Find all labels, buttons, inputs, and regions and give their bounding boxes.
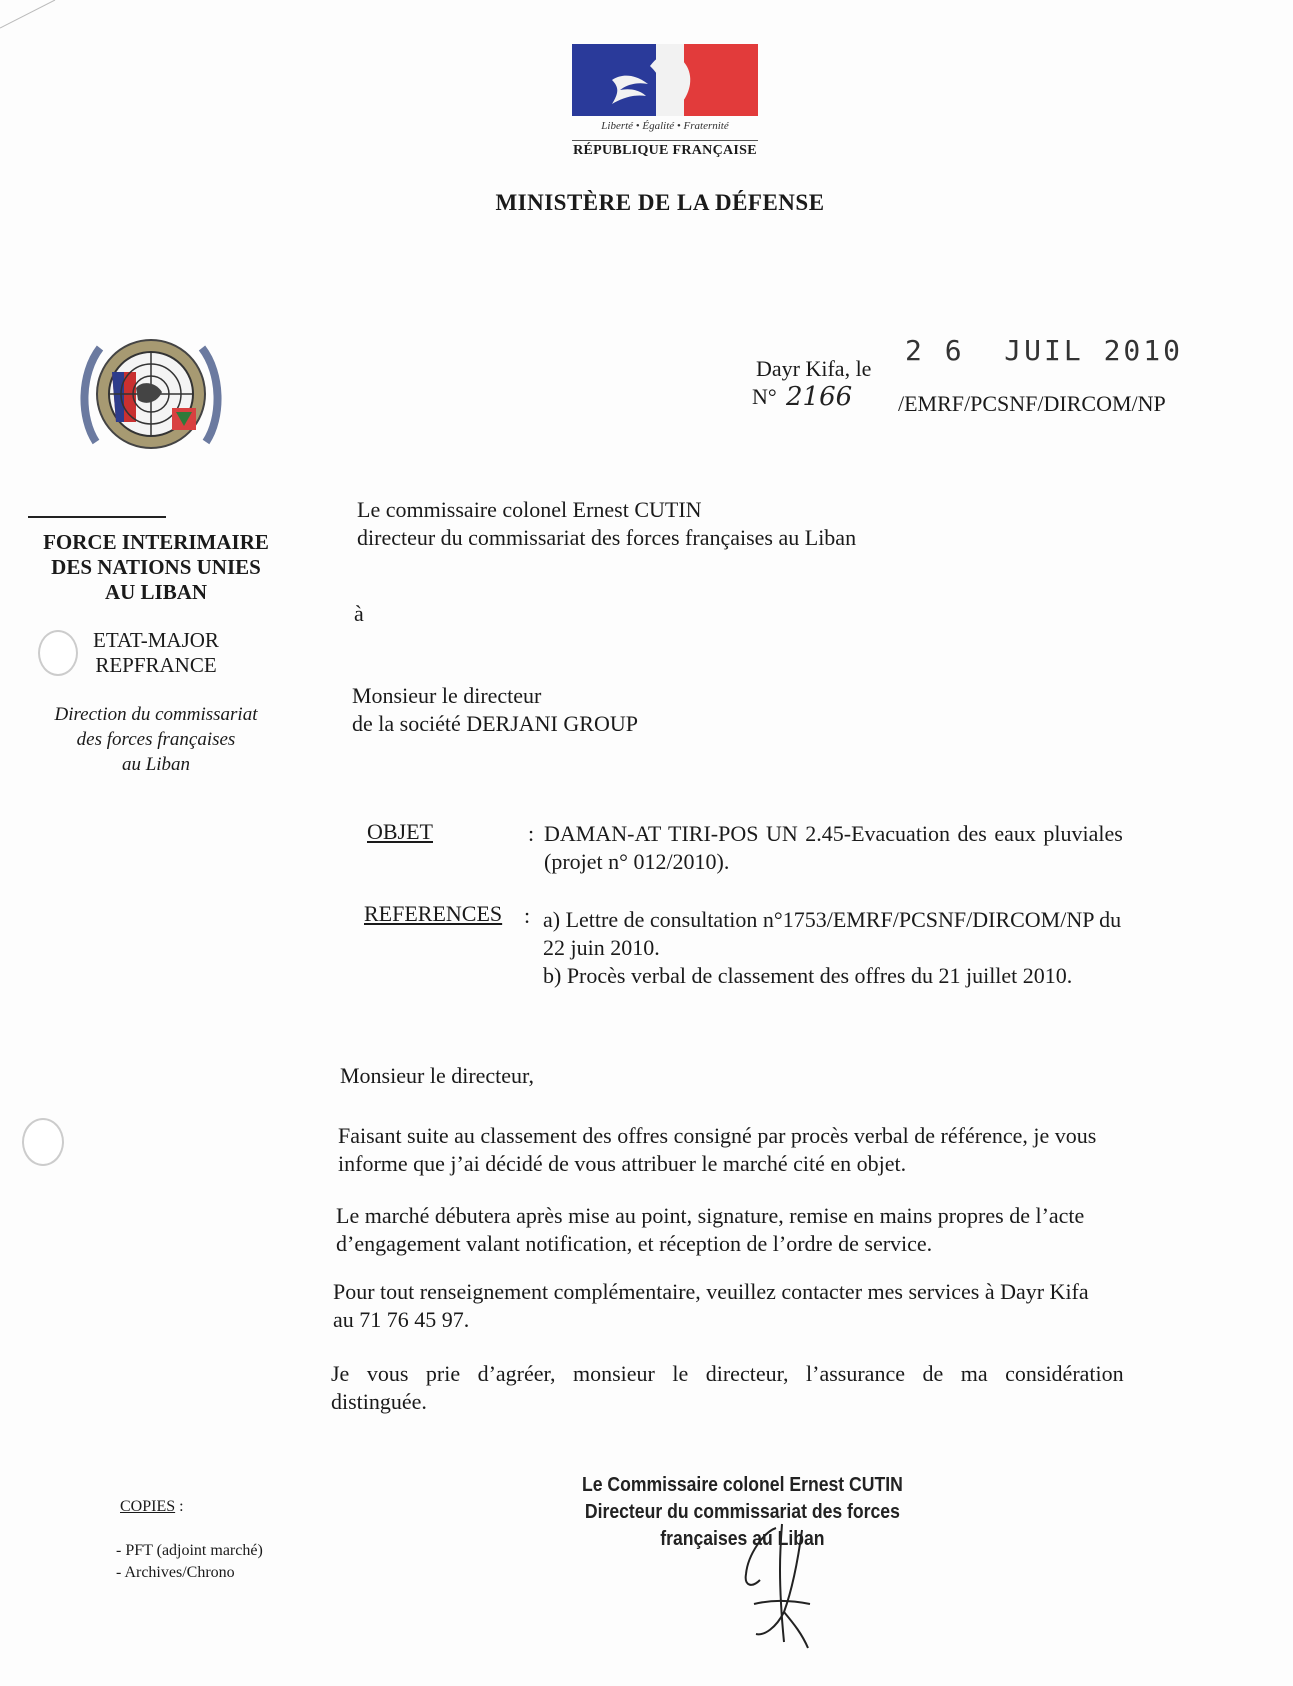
paragraph-2-line-1: Le marché débutera après mise au point, signature, remise en mains propres de l’acte <box>336 1203 1085 1228</box>
republic-motto: Liberté • Égalité • Fraternité <box>601 120 729 132</box>
reference-b: b) Procès verbal de classement des offres du 21 juillet 2010. <box>543 963 1073 988</box>
recipient-block <box>352 682 638 738</box>
staff-line-1: ETAT-MAJOR <box>93 628 219 652</box>
marianne-logo <box>572 44 758 164</box>
direction-line-1: Direction du commissariat <box>54 704 258 725</box>
sender-line-2: directeur du commissariat des forces françaises au Liban <box>357 525 857 550</box>
paragraph-4-line-2: distinguée. <box>331 1389 427 1414</box>
reference-code: /EMRF/PCSNF/DIRCOM/NP <box>898 391 1166 416</box>
object-line-2: (projet n° 012/2010). <box>544 849 730 874</box>
left-rule-divider <box>28 516 166 518</box>
paragraph-4 <box>331 1360 1169 1416</box>
number-label: N° <box>752 384 777 409</box>
direction-line-3: au Liban <box>121 754 191 775</box>
paragraph-1-line-1: Faisant suite au classement des offres consigné par procès verbal de référence, je vous <box>338 1123 1097 1148</box>
to-label: à <box>354 601 364 626</box>
sender-line-1: Le commissaire colonel Ernest CUTIN <box>357 497 702 522</box>
org-line-1: FORCE INTERIMAIRE <box>43 530 269 554</box>
staff-line-2: REPFRANCE <box>95 653 217 677</box>
org-line-3: AU LIBAN <box>104 580 208 604</box>
paragraph-2 <box>336 1202 1172 1258</box>
copies-label: COPIES <box>120 1498 176 1515</box>
scan-artifact-line <box>0 0 60 30</box>
paragraph-3-line-1: Pour tout renseignement complémentaire, veuillez contacter mes services à Dayr Kifa <box>333 1279 1089 1304</box>
copies-heading <box>120 1498 184 1516</box>
republic-name: RÉPUBLIQUE FRANÇAISE <box>572 140 758 159</box>
paragraph-3-line-2: au 71 76 45 97. <box>333 1307 470 1332</box>
org-line-2: DES NATIONS UNIES <box>51 555 261 579</box>
signatory-name: Le Commissaire colonel Ernest CUTIN <box>581 1474 903 1496</box>
unifil-org-name <box>20 530 292 605</box>
handwritten-signature <box>724 1520 834 1650</box>
punch-hole <box>22 1118 64 1166</box>
direction-name <box>20 702 292 777</box>
staff-name <box>30 628 282 678</box>
object-separator: : <box>528 821 535 846</box>
object-line-1: DAMAN-AT TIRI-POS UN 2.45-Evacuation des eaux pluviales <box>544 821 1123 846</box>
handwritten-number: 2166 <box>786 382 853 412</box>
paragraph-2-line-2: d’engagement valant notification, et réception de l’ordre de service. <box>336 1231 933 1256</box>
object-text <box>544 820 1123 876</box>
ministry-title: MINISTÈRE DE LA DÉFENSE <box>495 190 825 215</box>
copies-separator: : <box>175 1498 184 1515</box>
object-label: OBJET <box>367 819 433 844</box>
paragraph-4-line-1: Je vous prie d’agréer, monsieur le directeur, l’assurance de ma considération <box>331 1361 1124 1386</box>
copy-item: - Archives/Chrono <box>116 1564 235 1581</box>
copies-list <box>116 1540 263 1584</box>
references-list <box>543 906 1121 990</box>
recipient-line-1: Monsieur le directeur <box>352 683 542 708</box>
place-label: Dayr Kifa, le <box>756 356 872 381</box>
references-label: REFERENCES <box>364 901 503 926</box>
marianne-profile-icon <box>598 50 718 114</box>
recipient-line-2: de la société DERJANI GROUP <box>352 711 638 736</box>
reference-a-line-1: a) Lettre de consultation n°1753/EMRF/PCSNF/DIRCOM/NP du <box>543 907 1122 932</box>
paragraph-3 <box>333 1278 1171 1334</box>
salutation: Monsieur le directeur, <box>340 1063 534 1088</box>
paragraph-1-line-2: informe que j’ai décidé de vous attribuer le marché cité en objet. <box>338 1151 907 1176</box>
signatory-title: Directeur du commissariat des forces françaises au Liban <box>584 1501 900 1550</box>
references-separator: : <box>524 903 531 928</box>
copy-item: - PFT (adjoint marché) <box>116 1542 263 1559</box>
tricolor-flag <box>572 44 758 116</box>
reference-a-line-2: 22 juin 2010. <box>543 935 660 960</box>
unifil-emblem <box>76 322 226 472</box>
sender-block <box>357 496 856 552</box>
direction-line-2: des forces françaises <box>76 729 236 750</box>
paragraph-1 <box>338 1122 1172 1178</box>
date-stamp: 2 6 JUIL 2010 <box>905 334 1184 367</box>
